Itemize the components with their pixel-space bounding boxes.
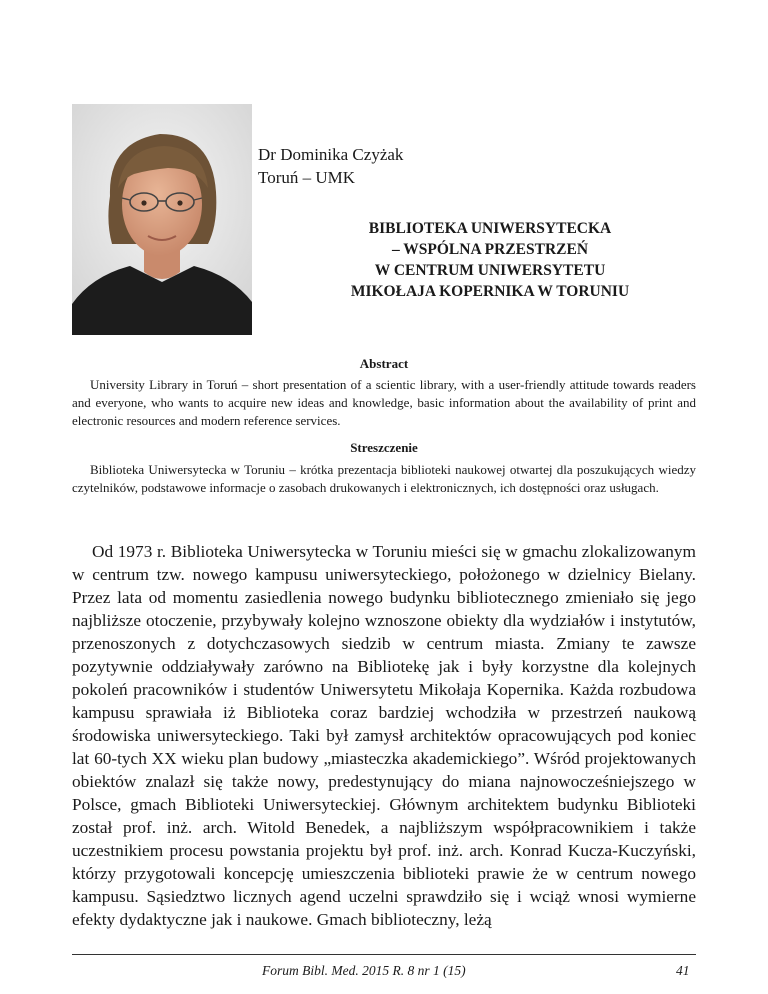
streszczenie-text: Biblioteka Uniwersytecka w Toruniu – krótka prezentacja biblioteki naukowej otwartej dla poszukujących wiedzy czytelników, podstawowe informacje o zasobach drukowanych i elektronicznych, ich dostępności oraz usługach. [72, 462, 696, 495]
author-block [258, 143, 403, 189]
body-paragraph: Od 1973 r. Biblioteka Uniwersytecka w Toruniu mieści się w gmachu zlokalizowanym w centrum tzw. nowego kampusu uniwersyteckiego, położonego w dzielnicy Bielany. Przez lata od momentu zasiedlenia nowego budynku bibliotecznego zmieniało się jego najbliższe otoczenie, przybywały kolejno wznoszone obiekty dla wydziałów i instytutów, przenoszonych z dotychczasowych siedzib w centrum miasta. Zmiany te zawsze pozytywnie oddziaływały zarówno na Bibliotekę jak i były korzystne dla kolejnych pokoleń pracowników i studentów Uniwersytetu Mikołaja Kopernika. Każda rozbudowa kampusu sprawiała iż Biblioteka coraz bardziej wchodziła w przestrzeń naukową środowiska uniwersyteckiego. Taki był zamysł architektów opracowujących pod koniec lat 60-tych XX wieku plan budowy „miasteczka akademickiego”. Wśród projektowanych obiektów znalazł się także nowy, predestynujący do miana najnowocześniejszego w Polsce, gmach Biblioteki Uniwersyteckiej. Głównym architektem budynku Biblioteki został prof. inż. arch. Witold Benedek, a najbliższym współpracownikiem i także uczestnikiem procesu powstania projektu był prof. inż. arch. Konrad Kucza-Kuczyński, którzy przygotowali koncepcję umieszczenia biblioteki prawie że w centrum nowego kampusu. Sąsiedztwo licznych agend uczelni sprawdziło się i wciąż wnosi wymierne efekty dydaktyczne jak i naukowe. Gmach biblioteczny, leżą [72, 542, 696, 929]
footer-rule [72, 954, 696, 955]
author-name: Dr Dominika Czyżak [258, 145, 404, 164]
title-line: MIKOŁAJA KOPERNIKA W TORUNIU [350, 283, 630, 300]
abstract-text: University Library in Toruń – short presentation of a scientic library, with a user-friendly attitude towards readers and everyone, who wants to acquire new ideas and knowledge, basic information about the availability of print and electronic resources and modern reference services. [72, 377, 696, 428]
journal-citation: Forum Bibl. Med. 2015 R. 8 nr 1 (15) [262, 963, 466, 978]
page-number: 41 [676, 963, 690, 978]
abstract-heading: Abstract [359, 356, 409, 371]
author-affiliation: Toruń – UMK [258, 168, 356, 187]
author-photo [72, 104, 252, 335]
title-line: – WSPÓLNA PRZESTRZEŃ [391, 241, 589, 258]
streszczenie-heading: Streszczenie [350, 440, 418, 455]
title-line: W CENTRUM UNIWERSYTETU [374, 262, 606, 279]
title-line: BIBLIOTEKA UNIWERSYTECKA [368, 220, 612, 237]
article-title [300, 218, 680, 302]
